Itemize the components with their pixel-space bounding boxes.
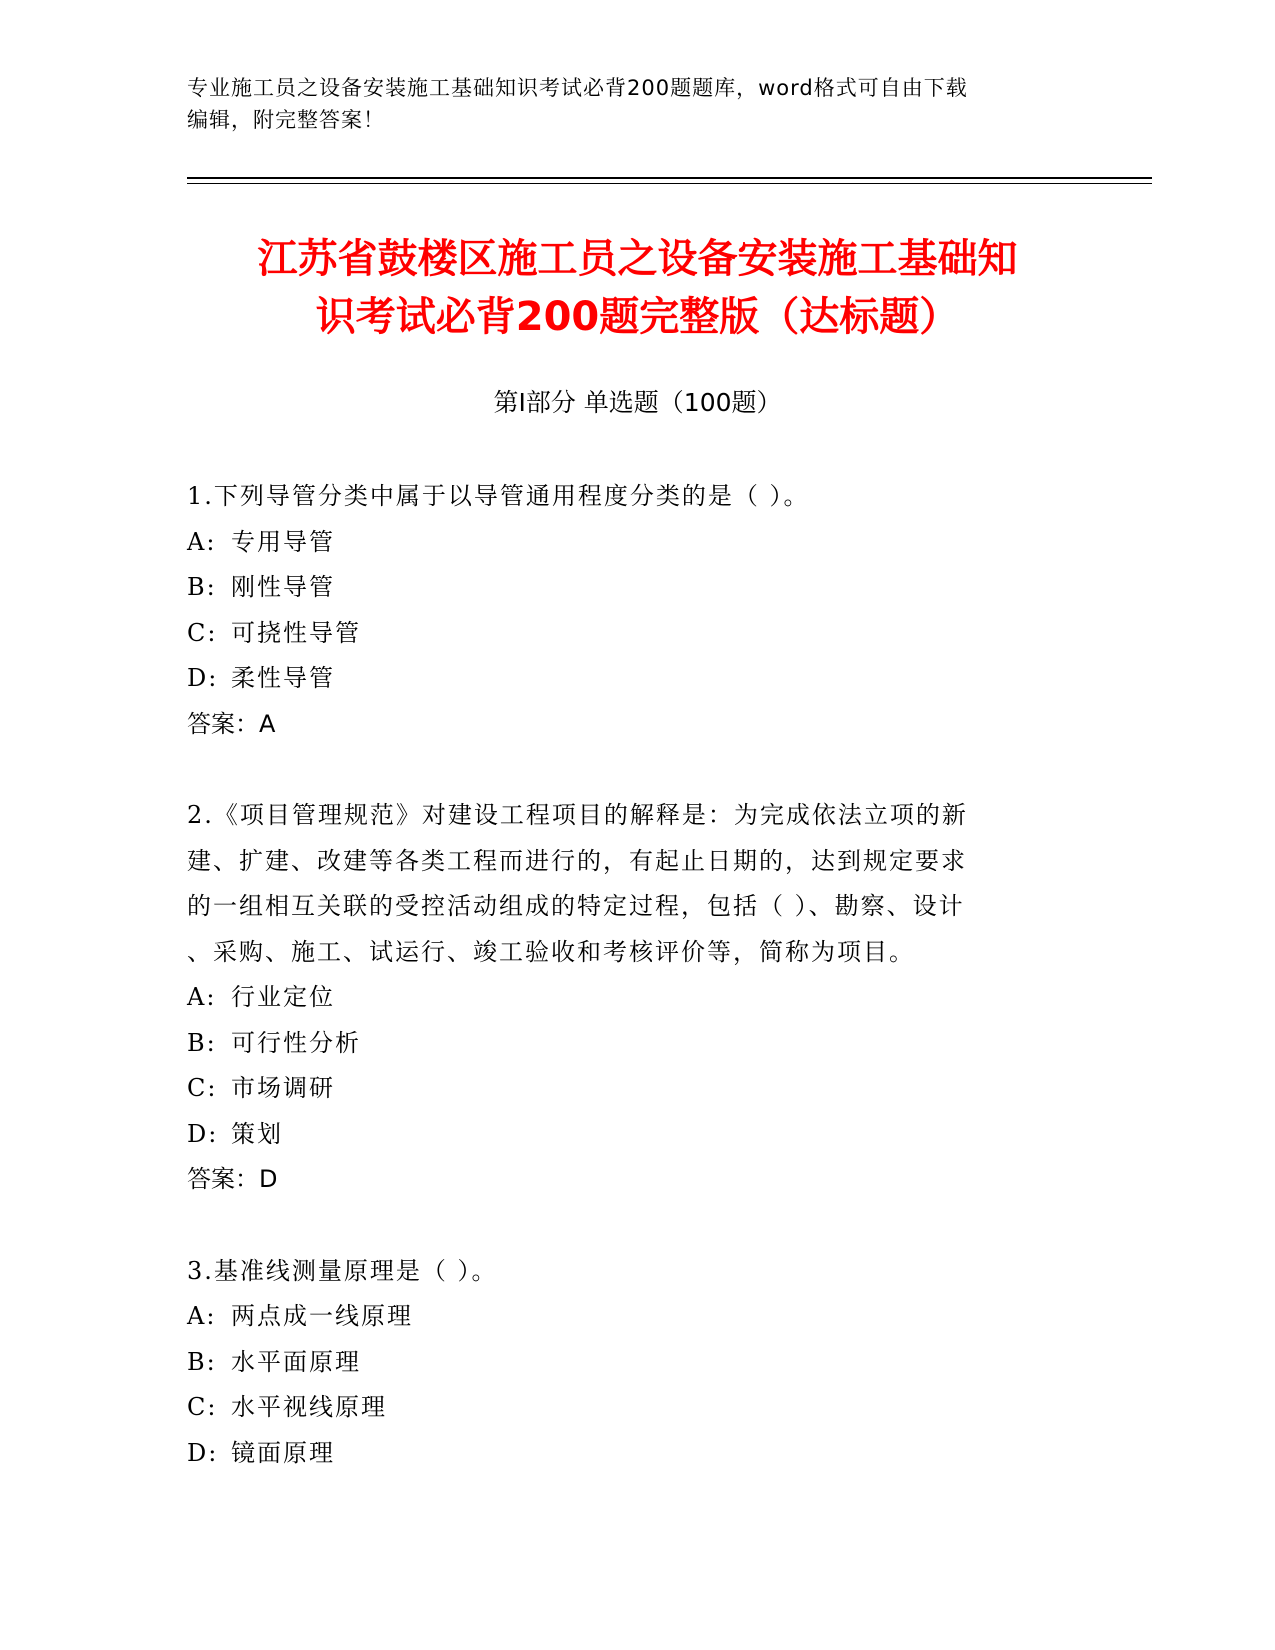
option-b bbox=[187, 1021, 1067, 1067]
option-text: 可挠性导管 bbox=[231, 618, 361, 647]
question-stem-line: 建、扩建、改建等各类工程而进行的，有起止日期的，达到规定要求 bbox=[187, 846, 967, 875]
document-title bbox=[150, 230, 1125, 346]
option-text: 两点成一线原理 bbox=[231, 1302, 413, 1330]
option-letter: D: bbox=[187, 664, 219, 692]
option-b bbox=[187, 565, 1067, 611]
answer: 答案：A bbox=[187, 709, 276, 738]
section-heading: 第Ⅰ部分 单选题（100题） bbox=[493, 388, 782, 417]
answer: 答案：D bbox=[187, 1165, 278, 1193]
option-letter: A: bbox=[187, 1302, 217, 1330]
question-stem: 1.下列导管分类中属于以导管通用程度分类的是（ ）。 bbox=[187, 482, 810, 510]
option-text: 水平面原理 bbox=[231, 1347, 361, 1376]
header-note bbox=[187, 72, 1087, 136]
question-2 bbox=[187, 793, 1067, 1203]
option-c bbox=[187, 611, 1067, 657]
question-list bbox=[187, 474, 1067, 1476]
option-letter: B: bbox=[187, 1347, 217, 1376]
question-stem-line: 、采购、施工、试运行、竣工验收和考核评价等，简称为项目。 bbox=[187, 937, 915, 966]
option-text: 镜面原理 bbox=[231, 1438, 335, 1467]
option-letter: D: bbox=[187, 1119, 219, 1148]
document-title-line-2: 识考试必背200题完整版（达标题） bbox=[315, 294, 960, 340]
question-3 bbox=[187, 1249, 1067, 1477]
option-a bbox=[187, 975, 1067, 1021]
option-text: 柔性导管 bbox=[231, 664, 335, 692]
option-letter: A: bbox=[187, 983, 217, 1011]
header-note-line-2: 编辑，附完整答案！ bbox=[187, 108, 385, 132]
document-title-line-1: 江苏省鼓楼区施工员之设备安装施工基础知 bbox=[257, 236, 1018, 282]
option-c bbox=[187, 1385, 1067, 1431]
header-note-line-1: 专业施工员之设备安装施工基础知识考试必背200题题库，word格式可自由下载 bbox=[187, 76, 968, 100]
option-letter: C: bbox=[187, 618, 218, 647]
option-letter: B: bbox=[187, 1028, 217, 1057]
option-d bbox=[187, 656, 1067, 702]
option-letter: A: bbox=[187, 527, 217, 556]
option-letter: B: bbox=[187, 573, 217, 601]
option-text: 刚性导管 bbox=[231, 573, 335, 601]
option-letter: C: bbox=[187, 1393, 218, 1421]
option-text: 市场调研 bbox=[231, 1074, 335, 1102]
option-text: 行业定位 bbox=[231, 983, 335, 1011]
option-text: 专用导管 bbox=[231, 527, 335, 556]
option-text: 可行性分析 bbox=[231, 1028, 361, 1057]
option-letter: D: bbox=[187, 1438, 219, 1467]
option-c bbox=[187, 1066, 1067, 1112]
question-stem-line: 2.《项目管理规范》对建设工程项目的解释是：为完成依法立项的新 bbox=[187, 801, 968, 829]
option-a bbox=[187, 520, 1067, 566]
question-1 bbox=[187, 474, 1067, 747]
option-a bbox=[187, 1294, 1067, 1340]
option-text: 策划 bbox=[231, 1119, 283, 1148]
header-divider-thick bbox=[187, 177, 1152, 179]
question-stem-line: 的一组相互关联的受控活动组成的特定过程，包括（ ）、勘察、设计 bbox=[187, 892, 965, 920]
question-stem: 3.基准线测量原理是（ ）。 bbox=[187, 1256, 498, 1285]
option-letter: C: bbox=[187, 1074, 218, 1102]
option-d bbox=[187, 1112, 1067, 1158]
header-divider-thin bbox=[187, 183, 1152, 184]
option-text: 水平视线原理 bbox=[231, 1393, 387, 1421]
option-d bbox=[187, 1431, 1067, 1477]
option-b bbox=[187, 1340, 1067, 1386]
